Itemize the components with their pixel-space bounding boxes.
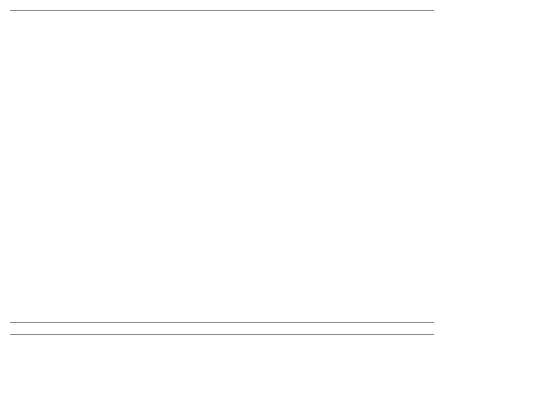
card-sheet-top [10,10,434,11]
card-sheet-bottom [10,334,434,335]
sheet-divider [10,322,434,323]
